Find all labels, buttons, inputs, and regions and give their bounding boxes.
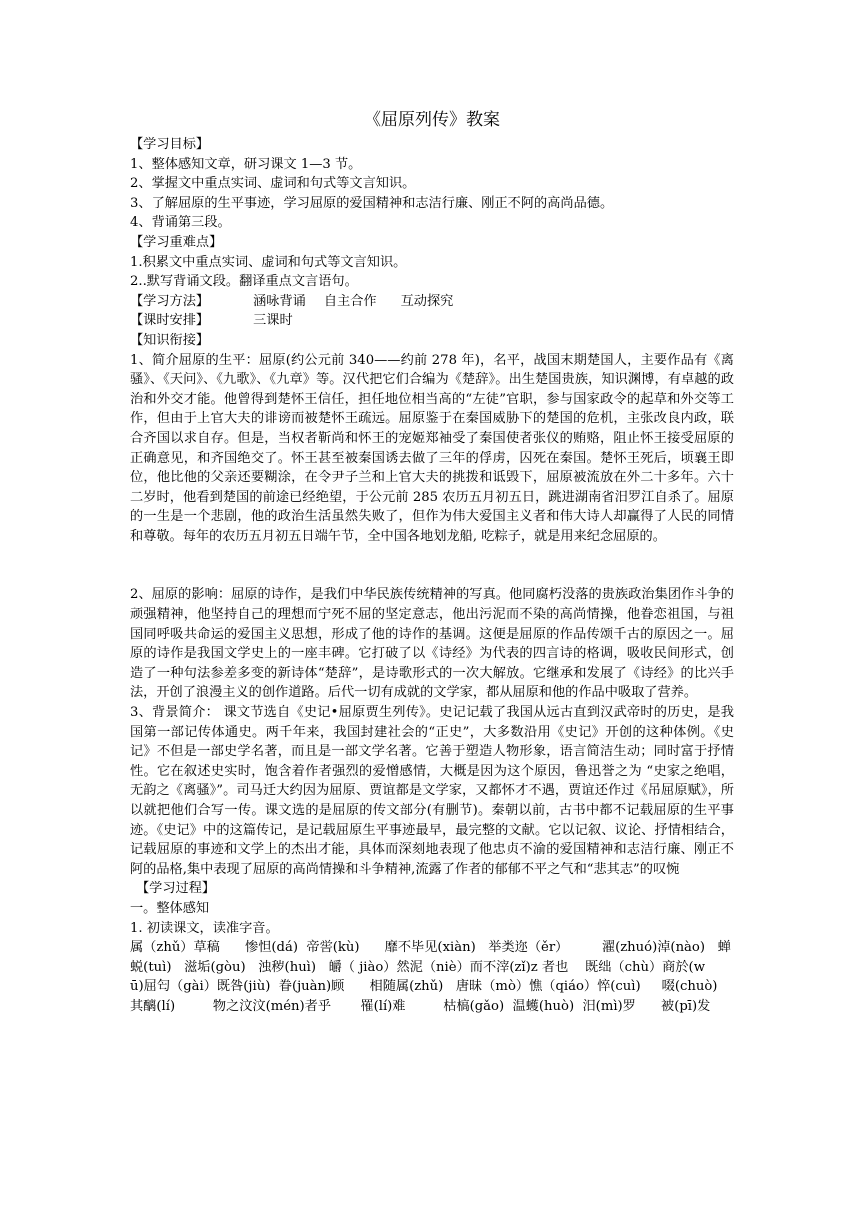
objective-item: 2、掌握文中重点实词、虚词和句式等文言知识。	[130, 176, 416, 192]
schedule-heading: 【课时安排】	[130, 313, 210, 329]
method-item: 互动探究	[400, 293, 454, 309]
method-item: 涵咏背诵	[253, 293, 306, 309]
pronunciation-line: ū)屈匄（gài）既咎(jiù) 眷(juàn)顾 相随属(zhǔ) 唐昧（mò）憔（qiáo）悴(cuì) 啜(chuò)	[130, 979, 718, 995]
objective-item: 1、整体感知文章，研习课文 1—3 节。	[130, 156, 362, 172]
influence-paragraph: 2、屈原的影响：屈原的诗作，是我们中华民族传统精神的写真。他同腐朽没落的贵族政治集团作斗争的顽强精神，他坚持自己的理想而宁死不屈的坚定意志，他出污泥而不染的高尚情操，他眷恋祖国，与祖国同呼吸共命运的爱国主义思想，形成了他的诗作的基调。这便是屈原的作品传颂千古的原因之一。屈原的诗作是我国文学史上的一座丰碑。它打破了以《诗经》为代表的四言诗的格调，吸收民间形式，创造了一种句法参差多变的新诗体“楚辞”，是诗歌形式的一次大解放。它继承和发展了《诗经》的比兴手法，开创了浪漫主义的创作道路。后代一切有成就的文学家，都从屈原和他的作品中吸取了营养。	[130, 587, 734, 701]
document-title: 《屈原列传》教案	[364, 110, 500, 130]
key-point-item: 2..默写背诵文段。翻译重点文言语句。	[130, 274, 358, 290]
pronunciation-line: 其醨(lí) 物之汶汶(mén)者乎 罹(lí)难 枯槁(gǎo) 温蠖(huò) 汨(mì)罗 被(pī)发	[130, 998, 711, 1014]
objective-item: 4、背诵第三段。	[130, 215, 231, 231]
key-points-heading: 【学习重难点】	[130, 234, 223, 250]
methods-row	[130, 292, 734, 312]
objectives-heading: 【学习目标】	[130, 137, 210, 152]
key-point-item: 1.积累文中重点实词、虚词和句式等文言知识。	[130, 254, 407, 270]
schedule-row	[130, 311, 734, 331]
background-heading: 【知识衔接】	[130, 332, 210, 348]
pronunciation-line: 蜕(tuì) 滋垢(gòu) 浊秽(huì) 皭（ jiào）然泥（niè）而不滓(zǐ)z 者也 既绌（chù）商於(w	[130, 959, 705, 975]
objective-item: 3、了解屈原的生平事迹，学习屈原的爱国精神和志洁行廉、刚正不阿的高尚品德。	[130, 195, 614, 211]
process-section: 一。整体感知	[130, 900, 210, 916]
schedule-value: 三课时	[253, 313, 293, 329]
pronunciation-line: 属（zhǔ）草稿 惨怛(dá) 帝喾(kù) 靡不毕见(xiàn) 举类迩（ěr） 濯(zhuó)淖(nào) 蝉	[130, 940, 731, 956]
process-step: 1. 初读课文，读准字音。	[130, 920, 279, 936]
methods-heading: 【学习方法】	[130, 293, 210, 309]
biography-paragraph: 1、简介屈原的生平：屈原(约公元前 340——约前 278 年)，名平，战国末期楚国人，主要作品有《离骚》、《天问》、《九歌》、《九章》等。汉代把它们合编为《楚辞》。出生楚国贵族，知识渊博，有卓越的政治和外交才能。他曾得到楚怀王信任，担任地位相当高的“左徒”官职，参与国家政令的起草和外交等工作，但由于上官大夫的诽谤而被楚怀王疏远。屈原鉴于在秦国威胁下的楚国的危机，主张改良内政，联合齐国以求自存。但是，当权者靳尚和怀王的宠姬郑袖受了秦国使者张仪的贿赂，阻止怀王接受屈原的正确意见，和齐国绝交了。怀王甚至被秦国诱去做了三年的俘虏，囚死在秦国。楚怀王死后，顷襄王即位，他比他的父亲还要糊涂，在令尹子兰和上官大夫的挑拨和诋毁下，屈原被流放在外二十多年。六十二岁时，他看到楚国的前途已经绝望，于公元前 285 农历五月初五日，跳进湖南省汨罗江自杀了。屈原的一生是一个悲剧，他的政治生活虽然失败了，但作为伟大爱国主义者和伟大诗人却赢得了人民的同情和尊敬。每年的农历五月初五日端午节，全中国各地划龙船, 吃粽子，就是用来纪念屈原的。	[130, 352, 734, 544]
context-paragraph: 3、背景简介： 课文节选自《史记•屈原贾生列传》。史记记载了我国从远古直到汉武帝时的历史，是我国第一部记传体通史。两千年来，我国封建社会的“正史”，大多数沿用《史记》开创的这种体例。《史记》不但是一部史学名著，而且是一部文学名著。它善于塑造人物形象，语言简洁生动；同时富于抒情性。它在叙述史实时，饱含着作者强烈的爱憎感情，大概是因为这个原因，鲁迅誉之为 “史家之绝唱，无韵之《离骚》”。司马迁大约因为屈原、贾谊都是文学家，又都怀才不遇，贾谊还作过《吊屈原赋》，所以就把他们合写一传。课文选的是屈原的传文部分(有删节)。秦朝以前，古书中都不记载屈原的生平事迹。《史记》中的这篇传记，是记载屈原生平事迹最早，最完整的文献。它以记叙、议论、抒情相结合，记载屈原的事迹和文学上的杰出才能，具体而深刻地表现了他忠贞不渝的爱国精神和志洁行廉、刚正不阿的品格,集中表现了屈原的高尚情操和斗争精神,流露了作者的郁郁不平之气和“悲其志”的叹惋	[130, 705, 734, 877]
method-item: 自主合作	[323, 293, 377, 309]
process-heading: 【学习过程】	[136, 881, 216, 897]
document-page	[130, 108, 734, 1017]
